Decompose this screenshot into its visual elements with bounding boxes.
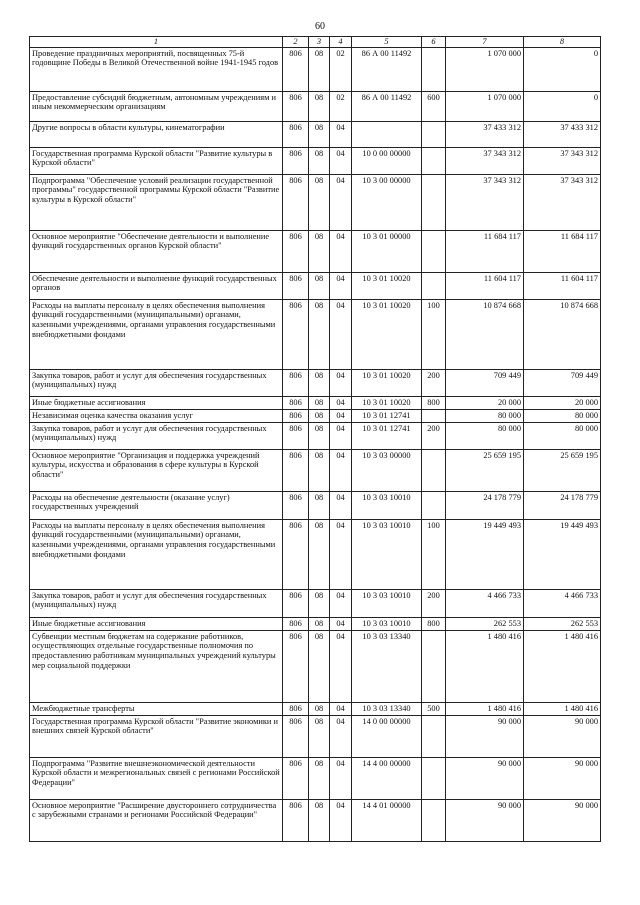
row-name-cell: Закупка товаров, работ и услуг для обеспечения государственных (муниципальных) нужд bbox=[30, 369, 283, 396]
row-grbs-cell: 806 bbox=[283, 422, 309, 449]
row-rz-cell: 08 bbox=[309, 422, 330, 449]
row-pr-cell: 04 bbox=[330, 174, 352, 230]
row-sum1-cell: 80 000 bbox=[446, 422, 524, 449]
row-sum1-cell: 1 480 416 bbox=[446, 630, 524, 702]
row-name-cell: Закупка товаров, работ и услуг для обеспечения государственных (муниципальных) нужд bbox=[30, 589, 283, 617]
row-pr-cell: 02 bbox=[330, 47, 352, 91]
row-grbs-cell: 806 bbox=[283, 272, 309, 299]
row-grbs-cell: 806 bbox=[283, 91, 309, 121]
row-grbs-cell: 806 bbox=[283, 757, 309, 799]
row-name-cell: Субвенции местным бюджетам на содержание работников, осуществляющих отдельные государственные полномочия по предоставлению работникам муниципальных учреждений культуры мер социальной поддержки bbox=[30, 630, 283, 702]
row-pr-cell: 04 bbox=[330, 422, 352, 449]
row-sum1-cell: 90 000 bbox=[446, 757, 524, 799]
header-cell-sum2: 8 bbox=[524, 37, 601, 48]
header-cell-rz: 3 bbox=[309, 37, 330, 48]
page-number: 60 bbox=[315, 21, 325, 32]
row-rz-cell: 08 bbox=[309, 589, 330, 617]
table-row bbox=[30, 589, 601, 617]
row-csr-cell: 10 3 01 10020 bbox=[352, 396, 422, 409]
table-row bbox=[30, 121, 601, 147]
row-rz-cell: 08 bbox=[309, 91, 330, 121]
row-name-cell: Подпрограмма "Обеспечение условий реализации государственной программы" государственной программы Курской области "Развитие культуры в Курской области" bbox=[30, 174, 283, 230]
row-sum2-cell: 90 000 bbox=[524, 799, 601, 841]
row-sum2-cell: 4 466 733 bbox=[524, 589, 601, 617]
row-pr-cell: 04 bbox=[330, 369, 352, 396]
row-vr-cell bbox=[422, 715, 446, 757]
row-vr-cell bbox=[422, 272, 446, 299]
table-row bbox=[30, 617, 601, 630]
row-rz-cell: 08 bbox=[309, 147, 330, 174]
row-sum1-cell: 10 874 668 bbox=[446, 299, 524, 369]
table-row bbox=[30, 47, 601, 91]
row-csr-cell: 10 3 03 10010 bbox=[352, 491, 422, 519]
row-vr-cell bbox=[422, 630, 446, 702]
row-pr-cell: 04 bbox=[330, 715, 352, 757]
row-pr-cell: 04 bbox=[330, 519, 352, 589]
header-cell-csr: 5 bbox=[352, 37, 422, 48]
row-sum2-cell: 0 bbox=[524, 47, 601, 91]
row-sum1-cell: 11 604 117 bbox=[446, 272, 524, 299]
row-grbs-cell: 806 bbox=[283, 299, 309, 369]
row-sum2-cell: 80 000 bbox=[524, 422, 601, 449]
row-vr-cell: 200 bbox=[422, 589, 446, 617]
row-pr-cell: 04 bbox=[330, 491, 352, 519]
row-csr-cell: 10 3 01 00000 bbox=[352, 230, 422, 272]
row-pr-cell: 04 bbox=[330, 449, 352, 491]
row-grbs-cell: 806 bbox=[283, 702, 309, 715]
table-row bbox=[30, 272, 601, 299]
row-pr-cell: 04 bbox=[330, 589, 352, 617]
row-name-cell: Независимая оценка качества оказания услуг bbox=[30, 409, 283, 422]
row-name-cell: Иные бюджетные ассигнования bbox=[30, 617, 283, 630]
row-csr-cell bbox=[352, 121, 422, 147]
row-grbs-cell: 806 bbox=[283, 449, 309, 491]
row-name-cell: Межбюджетные трансферты bbox=[30, 702, 283, 715]
row-sum2-cell: 19 449 493 bbox=[524, 519, 601, 589]
row-sum2-cell: 709 449 bbox=[524, 369, 601, 396]
row-csr-cell: 86 А 00 11492 bbox=[352, 91, 422, 121]
row-sum2-cell: 37 433 312 bbox=[524, 121, 601, 147]
row-csr-cell: 86 А 00 11492 bbox=[352, 47, 422, 91]
row-name-cell: Основное мероприятие "Обеспечение деятельности и выполнение функций государственных органов Курской области" bbox=[30, 230, 283, 272]
row-vr-cell: 800 bbox=[422, 617, 446, 630]
row-vr-cell: 600 bbox=[422, 91, 446, 121]
row-vr-cell bbox=[422, 47, 446, 91]
table-row bbox=[30, 715, 601, 757]
row-sum2-cell: 1 480 416 bbox=[524, 702, 601, 715]
row-sum1-cell: 37 343 312 bbox=[446, 147, 524, 174]
table-row bbox=[30, 409, 601, 422]
row-name-cell: Основное мероприятие "Организация и поддержка учреждений культуры, искусства и образования в сфере культуры в Курской области" bbox=[30, 449, 283, 491]
row-sum2-cell: 90 000 bbox=[524, 715, 601, 757]
row-vr-cell: 200 bbox=[422, 369, 446, 396]
row-pr-cell: 04 bbox=[330, 409, 352, 422]
row-sum1-cell: 1 070 000 bbox=[446, 91, 524, 121]
row-vr-cell bbox=[422, 757, 446, 799]
row-csr-cell: 10 3 03 10010 bbox=[352, 589, 422, 617]
table-row bbox=[30, 630, 601, 702]
row-vr-cell bbox=[422, 491, 446, 519]
row-csr-cell: 10 3 01 10020 bbox=[352, 369, 422, 396]
row-csr-cell: 14 4 01 00000 bbox=[352, 799, 422, 841]
row-pr-cell: 04 bbox=[330, 617, 352, 630]
row-vr-cell bbox=[422, 174, 446, 230]
row-sum1-cell: 262 553 bbox=[446, 617, 524, 630]
row-sum1-cell: 25 659 195 bbox=[446, 449, 524, 491]
row-sum2-cell: 262 553 bbox=[524, 617, 601, 630]
row-sum2-cell: 11 684 117 bbox=[524, 230, 601, 272]
row-sum1-cell: 1 070 000 bbox=[446, 47, 524, 91]
row-pr-cell: 02 bbox=[330, 91, 352, 121]
row-name-cell: Государственная программа Курской области "Развитие экономики и внешних связей Курской области" bbox=[30, 715, 283, 757]
row-csr-cell: 10 3 03 13340 bbox=[352, 702, 422, 715]
row-sum1-cell: 37 433 312 bbox=[446, 121, 524, 147]
row-grbs-cell: 806 bbox=[283, 630, 309, 702]
row-pr-cell: 04 bbox=[330, 299, 352, 369]
table-row bbox=[30, 299, 601, 369]
row-csr-cell: 10 3 01 12741 bbox=[352, 422, 422, 449]
row-sum2-cell: 1 480 416 bbox=[524, 630, 601, 702]
table-row bbox=[30, 757, 601, 799]
row-sum1-cell: 4 466 733 bbox=[446, 589, 524, 617]
row-grbs-cell: 806 bbox=[283, 396, 309, 409]
row-rz-cell: 08 bbox=[309, 174, 330, 230]
header-row bbox=[30, 37, 601, 48]
row-csr-cell: 10 3 03 10010 bbox=[352, 519, 422, 589]
row-name-cell: Предоставление субсидий бюджетным, автономным учреждениям и иным некоммерческим организациям bbox=[30, 91, 283, 121]
row-csr-cell: 10 0 00 00000 bbox=[352, 147, 422, 174]
row-csr-cell: 10 3 01 12741 bbox=[352, 409, 422, 422]
row-grbs-cell: 806 bbox=[283, 121, 309, 147]
table-row bbox=[30, 491, 601, 519]
row-name-cell: Государственная программа Курской области "Развитие культуры в Курской области" bbox=[30, 147, 283, 174]
row-sum2-cell: 24 178 779 bbox=[524, 491, 601, 519]
table-row bbox=[30, 702, 601, 715]
table-row bbox=[30, 799, 601, 841]
row-vr-cell: 800 bbox=[422, 396, 446, 409]
row-rz-cell: 08 bbox=[309, 799, 330, 841]
row-csr-cell: 10 3 00 00000 bbox=[352, 174, 422, 230]
table-row bbox=[30, 422, 601, 449]
row-rz-cell: 08 bbox=[309, 630, 330, 702]
row-rz-cell: 08 bbox=[309, 757, 330, 799]
row-sum2-cell: 10 874 668 bbox=[524, 299, 601, 369]
row-vr-cell bbox=[422, 799, 446, 841]
table-row bbox=[30, 91, 601, 121]
row-grbs-cell: 806 bbox=[283, 589, 309, 617]
row-rz-cell: 08 bbox=[309, 519, 330, 589]
row-pr-cell: 04 bbox=[330, 702, 352, 715]
row-rz-cell: 08 bbox=[309, 449, 330, 491]
row-rz-cell: 08 bbox=[309, 396, 330, 409]
row-csr-cell: 10 3 03 13340 bbox=[352, 630, 422, 702]
row-name-cell: Другие вопросы в области культуры, кинематографии bbox=[30, 121, 283, 147]
row-rz-cell: 08 bbox=[309, 702, 330, 715]
row-grbs-cell: 806 bbox=[283, 147, 309, 174]
row-vr-cell: 500 bbox=[422, 702, 446, 715]
row-pr-cell: 04 bbox=[330, 230, 352, 272]
row-sum2-cell: 37 343 312 bbox=[524, 174, 601, 230]
row-grbs-cell: 806 bbox=[283, 409, 309, 422]
row-sum2-cell: 80 000 bbox=[524, 409, 601, 422]
row-vr-cell bbox=[422, 121, 446, 147]
row-sum1-cell: 90 000 bbox=[446, 715, 524, 757]
row-sum1-cell: 11 684 117 bbox=[446, 230, 524, 272]
row-rz-cell: 08 bbox=[309, 47, 330, 91]
row-grbs-cell: 806 bbox=[283, 369, 309, 396]
table-row bbox=[30, 147, 601, 174]
row-vr-cell bbox=[422, 409, 446, 422]
row-sum1-cell: 1 480 416 bbox=[446, 702, 524, 715]
row-pr-cell: 04 bbox=[330, 147, 352, 174]
row-pr-cell: 04 bbox=[330, 799, 352, 841]
row-sum1-cell: 80 000 bbox=[446, 409, 524, 422]
row-csr-cell: 10 3 01 10020 bbox=[352, 272, 422, 299]
row-sum1-cell: 709 449 bbox=[446, 369, 524, 396]
row-rz-cell: 08 bbox=[309, 299, 330, 369]
row-name-cell: Расходы на обеспечение деятельности (оказание услуг) государственных учреждений bbox=[30, 491, 283, 519]
row-grbs-cell: 806 bbox=[283, 47, 309, 91]
row-name-cell: Основное мероприятие "Расширение двустороннего сотрудничества с зарубежными странами и регионами Российской Федерации" bbox=[30, 799, 283, 841]
row-vr-cell: 200 bbox=[422, 422, 446, 449]
row-grbs-cell: 806 bbox=[283, 230, 309, 272]
row-pr-cell: 04 bbox=[330, 121, 352, 147]
row-grbs-cell: 806 bbox=[283, 617, 309, 630]
row-pr-cell: 04 bbox=[330, 396, 352, 409]
row-name-cell: Иные бюджетные ассигнования bbox=[30, 396, 283, 409]
row-sum1-cell: 20 000 bbox=[446, 396, 524, 409]
row-rz-cell: 08 bbox=[309, 491, 330, 519]
header-cell-name: 1 bbox=[30, 37, 283, 48]
row-name-cell: Закупка товаров, работ и услуг для обеспечения государственных (муниципальных) нужд bbox=[30, 422, 283, 449]
table-body bbox=[30, 47, 601, 841]
table-row bbox=[30, 519, 601, 589]
row-vr-cell bbox=[422, 230, 446, 272]
row-sum1-cell: 24 178 779 bbox=[446, 491, 524, 519]
row-vr-cell bbox=[422, 449, 446, 491]
table-row bbox=[30, 174, 601, 230]
row-grbs-cell: 806 bbox=[283, 174, 309, 230]
row-csr-cell: 14 4 00 00000 bbox=[352, 757, 422, 799]
row-rz-cell: 08 bbox=[309, 369, 330, 396]
header-cell-vr: 6 bbox=[422, 37, 446, 48]
row-sum2-cell: 20 000 bbox=[524, 396, 601, 409]
row-csr-cell: 14 0 00 00000 bbox=[352, 715, 422, 757]
row-vr-cell: 100 bbox=[422, 299, 446, 369]
row-grbs-cell: 806 bbox=[283, 715, 309, 757]
header-cell-pr: 4 bbox=[330, 37, 352, 48]
row-sum2-cell: 25 659 195 bbox=[524, 449, 601, 491]
row-name-cell: Проведение праздничных мероприятий, посвященных 75-й годовщине Победы в Великой Отечественной войне 1941-1945 годов bbox=[30, 47, 283, 91]
row-name-cell: Подпрограмма "Развитие внешнеэкономической деятельности Курской области и межрегиональных связей с регионами Российской Федерации" bbox=[30, 757, 283, 799]
row-grbs-cell: 806 bbox=[283, 799, 309, 841]
row-rz-cell: 08 bbox=[309, 409, 330, 422]
row-sum1-cell: 90 000 bbox=[446, 799, 524, 841]
row-rz-cell: 08 bbox=[309, 272, 330, 299]
row-rz-cell: 08 bbox=[309, 617, 330, 630]
table-row bbox=[30, 449, 601, 491]
row-csr-cell: 10 3 03 00000 bbox=[352, 449, 422, 491]
table-row bbox=[30, 369, 601, 396]
row-sum2-cell: 11 604 117 bbox=[524, 272, 601, 299]
row-rz-cell: 08 bbox=[309, 715, 330, 757]
table-row bbox=[30, 396, 601, 409]
row-name-cell: Расходы на выплаты персоналу в целях обеспечения выполнения функций государственными (муниципальными) органами, казенными учреждениями, органами управления государственными внебюджетными фондами bbox=[30, 299, 283, 369]
row-rz-cell: 08 bbox=[309, 230, 330, 272]
header-cell-grbs: 2 bbox=[283, 37, 309, 48]
row-vr-cell bbox=[422, 147, 446, 174]
budget-table bbox=[29, 36, 601, 842]
row-sum2-cell: 37 343 312 bbox=[524, 147, 601, 174]
row-sum2-cell: 90 000 bbox=[524, 757, 601, 799]
row-name-cell: Обеспечение деятельности и выполнение функций государственных органов bbox=[30, 272, 283, 299]
row-sum1-cell: 19 449 493 bbox=[446, 519, 524, 589]
row-pr-cell: 04 bbox=[330, 630, 352, 702]
row-rz-cell: 08 bbox=[309, 121, 330, 147]
row-pr-cell: 04 bbox=[330, 272, 352, 299]
row-name-cell: Расходы на выплаты персоналу в целях обеспечения выполнения функций государственными (муниципальными) органами, казенными учреждениями, органами управления государственными внебюджетными фондами bbox=[30, 519, 283, 589]
row-sum1-cell: 37 343 312 bbox=[446, 174, 524, 230]
header-cell-sum1: 7 bbox=[446, 37, 524, 48]
row-grbs-cell: 806 bbox=[283, 491, 309, 519]
row-pr-cell: 04 bbox=[330, 757, 352, 799]
table-header bbox=[30, 37, 601, 48]
row-csr-cell: 10 3 01 10020 bbox=[352, 299, 422, 369]
row-sum2-cell: 0 bbox=[524, 91, 601, 121]
row-csr-cell: 10 3 03 10010 bbox=[352, 617, 422, 630]
table-row bbox=[30, 230, 601, 272]
row-grbs-cell: 806 bbox=[283, 519, 309, 589]
row-vr-cell: 100 bbox=[422, 519, 446, 589]
